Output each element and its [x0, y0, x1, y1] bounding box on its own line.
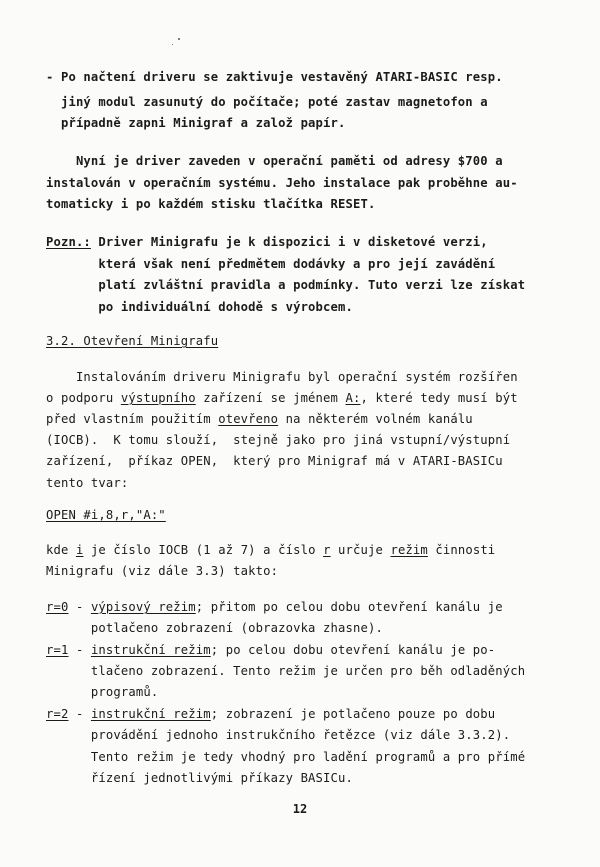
underlined-text: režim	[390, 543, 428, 557]
text-segment: řízení jednotlivými příkazy BASICu.	[46, 771, 353, 785]
text-segment: tlačeno zobrazení. Tento režim je určen pro běh odladěných	[46, 664, 526, 678]
text-segment: ; po celou dobu otevření kanálu je po-	[210, 643, 496, 657]
underlined-text: i	[75, 543, 84, 557]
underlined-text: výpisový režim	[90, 600, 196, 614]
text-segment: Minigrafu (viz dále 3.3) takto:	[46, 564, 279, 578]
text-segment: o podporu	[46, 391, 121, 405]
text-line	[46, 769, 353, 787]
text-segment: kde	[46, 543, 76, 557]
underlined-text: instrukční režim	[90, 707, 211, 721]
text-line	[46, 114, 346, 132]
text-line	[46, 174, 518, 192]
text-segment: Instalováním driveru Minigrafu byl operační systém rozšířen	[46, 370, 518, 384]
text-segment: zařízení, příkaz OPEN, který pro Minigraf má v ATARI-BASICu	[46, 454, 503, 468]
text-segment: -	[68, 643, 91, 657]
text-segment: ; zobrazení je potlačeno pouze po dobu	[210, 707, 496, 721]
text-line	[46, 195, 375, 213]
text-segment: -	[68, 707, 91, 721]
text-line	[46, 389, 518, 407]
page-number: 12	[292, 802, 308, 816]
text-line	[46, 368, 518, 386]
text-line	[46, 233, 488, 251]
underlined-text: Pozn.:	[46, 235, 91, 249]
text-segment: Nyní je driver zaveden v operační paměti od adresy $700 a	[46, 154, 503, 168]
text-segment: platí zvláštní pravidla a podmínky. Tuto verzi lze získat	[46, 278, 526, 292]
text-line	[46, 705, 495, 723]
text-segment: -	[68, 600, 91, 614]
text-line	[46, 748, 525, 766]
underlined-text: r=0	[46, 600, 69, 614]
text-line	[46, 410, 473, 428]
text-segment: tomaticky i po každém stisku tlačítka RESET.	[46, 197, 376, 211]
text-line	[46, 562, 278, 580]
scan-speck	[178, 38, 180, 40]
text-segment: jiný modul zasunutý do počítače; poté zastav magnetofon a	[46, 95, 488, 109]
text-segment: případně zapni Minigraf a založ papír.	[46, 116, 346, 130]
underlined-text: 3.2. Otevření Minigrafu	[46, 334, 219, 348]
underlined-text: r=1	[46, 643, 69, 657]
text-line	[46, 431, 510, 449]
text-segment: činnosti	[427, 543, 496, 557]
text-line	[46, 662, 525, 680]
underlined-text: r=2	[46, 707, 69, 721]
section-heading	[46, 332, 218, 350]
text-segment: programů.	[46, 685, 159, 699]
text-line	[46, 93, 488, 111]
text-line	[46, 68, 503, 86]
text-line	[46, 152, 503, 170]
text-segment: provádění jednoho instrukčního řetězce (viz dále 3.3.2).	[46, 728, 511, 742]
text-segment: (IOCB). K tomu slouží, stejně jako pro jiná vstupní/výstupní	[46, 433, 511, 447]
scan-speck	[172, 44, 173, 45]
underlined-text: výstupního	[120, 391, 196, 405]
text-segment: na některém volném kanálu	[278, 412, 473, 426]
text-line	[46, 474, 128, 492]
text-segment: potlačeno zobrazení (obrazovka zhasne).	[46, 621, 383, 635]
text-segment: je číslo IOCB (1 až 7) a číslo	[83, 543, 324, 557]
text-segment: instalován v operačním systému. Jeho instalace pak proběhne au-	[46, 176, 518, 190]
text-line	[46, 298, 353, 316]
text-line	[46, 452, 503, 470]
underlined-text: r	[323, 543, 331, 557]
text-segment: určuje	[330, 543, 391, 557]
text-segment: zařízení se jménem	[195, 391, 346, 405]
text-segment: Driver Minigrafu je k dispozici i v disketové verzi,	[90, 235, 488, 249]
text-segment: před vlastním použitím	[46, 412, 219, 426]
text-line	[46, 641, 495, 659]
text-line	[46, 255, 495, 273]
code-line	[46, 506, 166, 524]
text-line	[46, 726, 510, 744]
underlined-text: instrukční režim	[90, 643, 211, 657]
text-line	[46, 683, 158, 701]
text-segment: ; přitom po celou dobu otevření kanálu je	[195, 600, 503, 614]
underlined-text: A:	[345, 391, 361, 405]
text-line	[46, 598, 503, 616]
text-segment: - Po načtení driveru se zaktivuje vestavěný ATARI-BASIC resp.	[46, 70, 503, 84]
text-segment: která však není předmětem dodávky a pro její zavádění	[46, 257, 496, 271]
text-line	[46, 276, 525, 294]
underlined-text: otevřeno	[218, 412, 279, 426]
text-segment: Tento režim je tedy vhodný pro ladění programů a pro přímé	[46, 750, 526, 764]
text-segment: tento tvar:	[46, 476, 129, 490]
text-segment: , které tedy musí být	[360, 391, 518, 405]
text-segment: po individuální dohodě s výrobcem.	[46, 300, 353, 314]
text-line	[46, 541, 495, 559]
underlined-text: OPEN #i,8,r,"A:"	[46, 508, 166, 522]
text-line	[46, 619, 383, 637]
